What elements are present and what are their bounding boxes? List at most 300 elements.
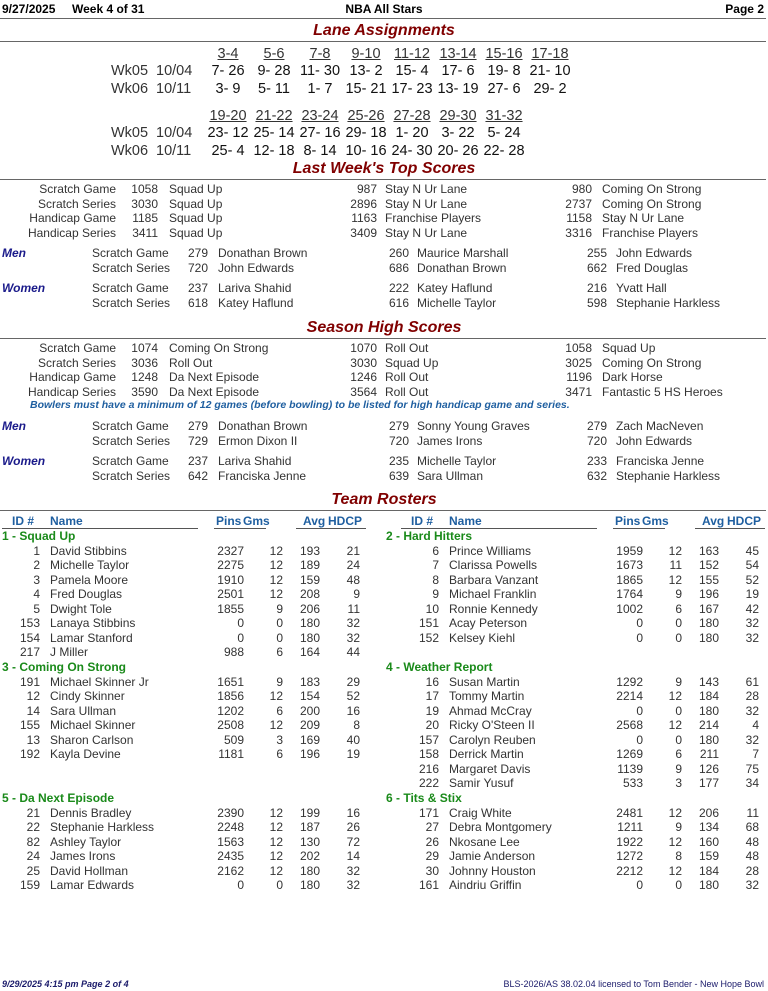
team-name: Squad Up [169,182,223,196]
player-pins: 2481 [616,805,643,820]
player-handicap: 32 [346,630,360,645]
player-handicap: 19 [346,747,360,761]
team-score-value: 3316 [565,225,592,240]
score-category-label: Handicap Game [29,211,116,225]
bowler-score-value: 260 [388,246,409,260]
player-name: Debra Montgomery [449,820,552,834]
gender-group-label: Men [2,246,26,260]
roster-header-id: ID # [411,514,434,528]
team-score-value: 1058 [565,341,592,355]
team-name: Squad Up [385,355,439,370]
team-name: Fantastic 5 HS Heroes [602,384,723,399]
player-name: Carolyn Reuben [449,732,536,747]
bowler-score-value: 632 [586,468,607,483]
player-handicap: 48 [745,834,759,849]
player-handicap: 26 [346,820,360,834]
player-handicap: 24 [346,558,360,572]
player-name: Michael Franklin [449,587,537,601]
last-week-title: Last Week's Top Scores [292,160,476,177]
player-average: 154 [299,689,320,703]
player-games: 6 [675,601,682,616]
bowler-score-value: 642 [187,468,208,483]
player-id: 191 [19,674,40,689]
player-handicap: 16 [346,703,360,718]
header-divider [0,18,766,19]
bowler-name: Franciska Jenne [218,468,307,483]
player-handicap: 42 [745,601,759,616]
last-week-divider [0,179,766,180]
bowler-score-value: 235 [388,454,409,468]
bowler-score-value: 237 [187,454,208,468]
player-name: David Stibbins [50,543,127,558]
roster-header-pins: Pins [615,514,641,528]
team-name: Franchise Players [602,225,699,240]
player-pins: 2568 [616,718,643,732]
player-id: 26 [425,834,439,849]
player-games: 12 [269,543,283,558]
lane-week-label: Wk06 [111,81,149,97]
team-score-value: 2896 [350,196,377,211]
player-handicap: 28 [745,863,759,878]
lane-week-date: 10/11 [156,143,192,159]
player-average: 187 [299,820,320,834]
league-name: NBA All Stars [345,2,423,16]
player-name: Acay Peterson [449,616,528,630]
score-category-label: Scratch Series [37,196,116,211]
player-id: 82 [26,834,40,849]
player-pins: 0 [636,878,643,892]
player-id: 12 [26,689,40,703]
player-pins: 1269 [616,747,643,761]
player-games: 12 [668,718,682,732]
player-id: 153 [19,616,40,630]
lane-team-pair: 25- 14 [253,125,295,141]
player-games: 9 [675,761,682,776]
season-high-title: Season High Scores [306,319,462,336]
team-score-value: 1070 [350,341,377,355]
bowler-name: Michelle Taylor [417,454,497,468]
team-score-value: 3409 [350,225,377,240]
player-id: 171 [418,805,439,820]
bowler-score-value: 662 [586,260,607,275]
player-id: 216 [418,761,439,776]
bowler-score-value: 720 [388,433,409,448]
team-name: Squad Up [169,225,223,240]
player-id: 27 [425,820,439,834]
player-games: 12 [668,543,682,558]
bowler-name: Zach MacNeven [616,419,704,433]
bowler-score-value: 720 [187,260,208,275]
player-name: Lamar Stanford [50,630,133,645]
player-name: Michael Skinner Jr [50,674,149,689]
player-pins: 2501 [217,587,244,601]
player-handicap: 40 [346,732,360,747]
bowler-name: John Edwards [616,246,693,260]
score-category-label: Handicap Series [27,225,116,240]
player-pins: 988 [223,645,244,659]
player-pins: 2508 [217,718,244,732]
player-average: 180 [299,863,320,878]
player-handicap: 32 [745,616,759,630]
report-date: 9/27/2025 [2,2,56,16]
player-average: 214 [698,718,719,732]
team-score-value: 3471 [565,384,592,399]
player-games: 12 [269,558,283,572]
season-note: Bowlers must have a minimum of 12 games (before bowling) to be listed for high handicap game and series. [30,399,570,411]
player-average: 211 [699,747,719,761]
player-average: 169 [299,732,320,747]
lane-team-pair: 15- 4 [395,63,429,79]
player-id: 29 [425,849,439,863]
team-rosters-title: Team Rosters [331,491,437,508]
player-id: 159 [19,878,40,892]
player-name: Michelle Taylor [50,558,130,572]
team-score-value: 3030 [131,196,158,211]
lane-pair-header: 15-16 [485,46,523,62]
team-name: Da Next Episode [169,370,260,384]
player-id: 8 [432,572,439,587]
season-divider [0,338,766,339]
score-category-label: Scratch Game [39,182,116,196]
player-games: 9 [675,587,682,601]
player-pins: 2212 [616,863,643,878]
team-name: Squad Up [602,341,656,355]
lane-team-pair: 21- 10 [529,63,571,79]
score-category-label: Scratch Series [92,260,171,275]
lane-pair-header: 21-22 [255,108,293,124]
player-id: 2 [33,558,40,572]
player-id: 17 [425,689,439,703]
team-score-value: 3411 [132,225,158,240]
player-name: Prince Williams [449,543,532,558]
player-games: 12 [668,572,682,587]
lane-team-pair: 3- 9 [215,81,241,97]
lane-team-pair: 9- 28 [257,63,291,79]
lane-team-pair: 15- 21 [345,81,387,97]
bowler-name: Yvatt Hall [616,281,667,295]
player-handicap: 32 [745,703,759,718]
player-average: 199 [299,805,320,820]
lane-divider [0,41,766,42]
player-pins: 1211 [617,820,643,834]
lane-pair-header: 7-8 [309,46,331,62]
lane-pair-header: 13-14 [439,46,477,62]
team-score-value: 1163 [351,211,377,225]
team-score-value: 3030 [350,355,377,370]
roster-header-handicap: HDCP [328,514,363,528]
player-handicap: 19 [745,587,759,601]
player-name: Michael Skinner [50,718,136,732]
player-id: 10 [425,601,439,616]
player-name: Johnny Houston [449,863,536,878]
player-games: 6 [276,747,283,761]
player-average: 143 [698,674,719,689]
lane-pair-header: 17-18 [531,46,569,62]
player-average: 196 [698,587,719,601]
player-games: 8 [675,849,682,863]
player-games: 12 [269,863,283,878]
gender-group-label: Women [2,454,46,468]
player-handicap: 32 [745,878,759,892]
player-id: 20 [425,718,439,732]
team-score-value: 3025 [565,355,592,370]
player-handicap: 54 [745,558,759,572]
player-games: 12 [668,805,682,820]
lane-pair-header: 27-28 [393,108,431,124]
bowler-name: Katey Haflund [218,295,294,310]
player-average: 206 [299,601,320,616]
bowler-name: Ermon Dixon II [218,433,298,448]
player-average: 180 [698,732,719,747]
player-average: 196 [299,747,320,761]
player-games: 12 [269,805,283,820]
player-id: 25 [26,863,40,878]
player-pins: 2390 [217,805,244,820]
lane-pair-header: 9-10 [351,46,381,62]
player-id: 16 [425,674,439,689]
player-average: 164 [299,645,320,659]
player-handicap: 7 [752,747,759,761]
lane-team-pair: 5- 24 [487,125,521,141]
lane-team-pair: 8- 14 [303,143,337,159]
team-score-value: 3564 [350,384,377,399]
lane-pair-header: 23-24 [301,108,339,124]
player-name: Fred Douglas [50,587,123,601]
player-id: 5 [33,601,40,616]
score-category-label: Scratch Series [92,295,171,310]
bowler-score-value: 255 [586,246,607,260]
lane-pair-header: 5-6 [263,46,285,62]
bowler-score-value: 279 [187,246,208,260]
player-name: Pamela Moore [50,572,129,587]
score-category-label: Scratch Game [92,454,169,468]
player-pins: 1673 [616,558,643,572]
team-score-value: 1246 [350,370,377,384]
team-name: Coming On Strong [602,196,702,211]
bowler-score-value: 216 [586,281,607,295]
team-name: Roll Out [169,355,213,370]
player-games: 11 [669,558,682,572]
lane-week-date: 10/04 [156,125,193,141]
player-pins: 1910 [217,572,244,587]
team-name: Roll Out [385,384,429,399]
player-id: 192 [19,747,40,761]
player-games: 12 [269,587,283,601]
player-pins: 509 [223,732,244,747]
lane-team-pair: 22- 28 [483,143,525,159]
lane-week-date: 10/11 [156,81,192,97]
player-id: 6 [432,543,439,558]
player-average: 159 [698,849,719,863]
gender-group-label: Men [2,419,26,433]
player-id: 152 [418,630,439,645]
player-pins: 2162 [217,863,244,878]
player-pins: 2435 [217,849,244,863]
player-name: Samir Yusuf [449,776,514,790]
player-name: Kelsey Kiehl [449,630,516,645]
player-name: Craig White [449,805,512,820]
player-games: 9 [276,601,283,616]
player-pins: 1855 [217,601,244,616]
score-category-label: Scratch Game [92,281,169,295]
lane-assignments-title: Lane Assignments [313,22,455,39]
player-average: 180 [299,630,320,645]
team-title: 2 - Hard Hitters [386,529,473,543]
score-category-label: Handicap Game [29,370,116,384]
player-average: 202 [299,849,320,863]
player-pins: 0 [237,878,244,892]
player-average: 160 [698,834,719,849]
player-average: 180 [698,703,719,718]
player-games: 0 [675,630,682,645]
player-average: 155 [698,572,719,587]
player-handicap: 29 [346,674,360,689]
player-average: 152 [698,558,719,572]
player-id: 14 [26,703,40,718]
lane-team-pair: 25- 4 [211,143,245,159]
player-name: Lamar Edwards [50,878,135,892]
roster-header-games: Gms [243,514,270,528]
player-handicap: 8 [353,718,360,732]
lane-team-pair: 20- 26 [437,143,479,159]
bowler-name: Franciska Jenne [616,454,705,468]
roster-header-average: Avg [702,514,725,528]
rosters-divider [0,510,766,511]
player-average: 189 [299,558,320,572]
score-category-label: Scratch Game [92,419,169,433]
player-id: 3 [33,572,40,587]
player-handicap: 48 [745,849,759,863]
team-score-value: 3036 [131,355,158,370]
bowler-name: Donathan Brown [218,246,308,260]
player-name: Ahmad McCray [449,703,532,718]
player-name: Lanaya Stibbins [50,616,136,630]
bowler-name: Michelle Taylor [417,295,497,310]
player-id: 13 [26,732,40,747]
team-title: 1 - Squad Up [2,529,76,543]
lane-team-pair: 3- 22 [441,125,475,141]
player-name: Sharon Carlson [50,732,134,747]
player-pins: 1002 [616,601,643,616]
lane-team-pair: 29- 18 [345,125,387,141]
player-games: 0 [276,878,283,892]
team-name: Dark Horse [602,370,663,384]
player-pins: 1764 [616,587,643,601]
player-games: 6 [276,645,283,659]
player-pins: 2248 [217,820,244,834]
player-pins: 0 [636,616,643,630]
lane-team-pair: 1- 20 [395,125,429,141]
lane-team-pair: 19- 8 [487,63,521,79]
roster-header-handicap: HDCP [727,514,762,528]
player-pins: 2327 [217,543,244,558]
bowler-name: Katey Haflund [417,281,493,295]
team-name: Squad Up [169,211,223,225]
player-id: 19 [425,703,439,718]
lane-pair-header: 29-30 [439,108,477,124]
roster-header-name: Name [50,514,83,528]
player-handicap: 21 [346,543,360,558]
player-handicap: 32 [346,878,360,892]
score-category-label: Handicap Series [27,384,116,399]
player-handicap: 16 [346,805,360,820]
player-id: 24 [26,849,40,863]
team-name: Stay N Ur Lane [385,182,468,196]
player-pins: 1865 [616,572,643,587]
player-handicap: 45 [745,543,759,558]
player-name: Ashley Taylor [50,834,122,849]
bowler-name: Stephanie Harkless [616,468,721,483]
player-pins: 0 [636,703,643,718]
lane-pair-header: 25-26 [347,108,385,124]
player-name: Dennis Bradley [50,805,132,820]
player-pins: 0 [636,732,643,747]
player-games: 6 [675,747,682,761]
player-name: Barbara Vanzant [449,572,539,587]
player-name: Ricky O'Steen II [449,718,535,732]
player-games: 9 [675,820,682,834]
bowler-score-value: 618 [187,295,208,310]
player-games: 12 [269,572,283,587]
team-name: Stay N Ur Lane [385,196,468,211]
bowler-name: John Edwards [218,260,295,275]
team-name: Squad Up [169,196,223,211]
lane-pair-header: 3-4 [217,46,239,62]
team-score-value: 3590 [131,384,158,399]
player-pins: 2275 [217,558,244,572]
team-title: 5 - Da Next Episode [2,791,115,805]
player-pins: 1922 [616,834,643,849]
player-pins: 1292 [616,674,643,689]
footer-print-info: 9/29/2025 4:15 pm Page 2 of 4 [2,979,129,989]
bowler-name: Maurice Marshall [417,246,509,260]
bowler-name: John Edwards [616,433,693,448]
score-category-label: Scratch Series [92,468,171,483]
player-average: 167 [698,601,719,616]
player-average: 177 [698,776,719,790]
player-name: Ronnie Kennedy [449,601,538,616]
player-games: 12 [269,820,283,834]
lane-team-pair: 27- 16 [299,125,341,141]
player-id: 155 [19,718,40,732]
roster-header-underline [695,528,765,529]
team-title: 4 - Weather Report [386,660,493,674]
bowler-score-value: 598 [586,295,607,310]
player-id: 151 [418,616,439,630]
bowler-score-value: 233 [586,454,607,468]
player-id: 9 [432,587,439,601]
player-handicap: 32 [745,630,759,645]
score-category-label: Scratch Series [92,433,171,448]
player-pins: 0 [237,616,244,630]
bowler-score-value: 279 [187,419,208,433]
player-name: Dwight Tole [50,601,112,616]
player-average: 180 [698,630,719,645]
player-pins: 1651 [217,674,244,689]
lane-team-pair: 24- 30 [391,143,433,159]
team-score-value: 980 [571,182,592,196]
player-average: 208 [299,587,320,601]
team-score-value: 1058 [131,182,158,196]
team-title: 3 - Coming On Strong [2,660,126,674]
player-id: 7 [432,558,439,572]
player-average: 180 [299,616,320,630]
player-average: 184 [698,863,719,878]
report-week: Week 4 of 31 [72,2,145,16]
player-handicap: 44 [346,645,360,659]
player-games: 0 [675,703,682,718]
player-id: 22 [26,820,40,834]
